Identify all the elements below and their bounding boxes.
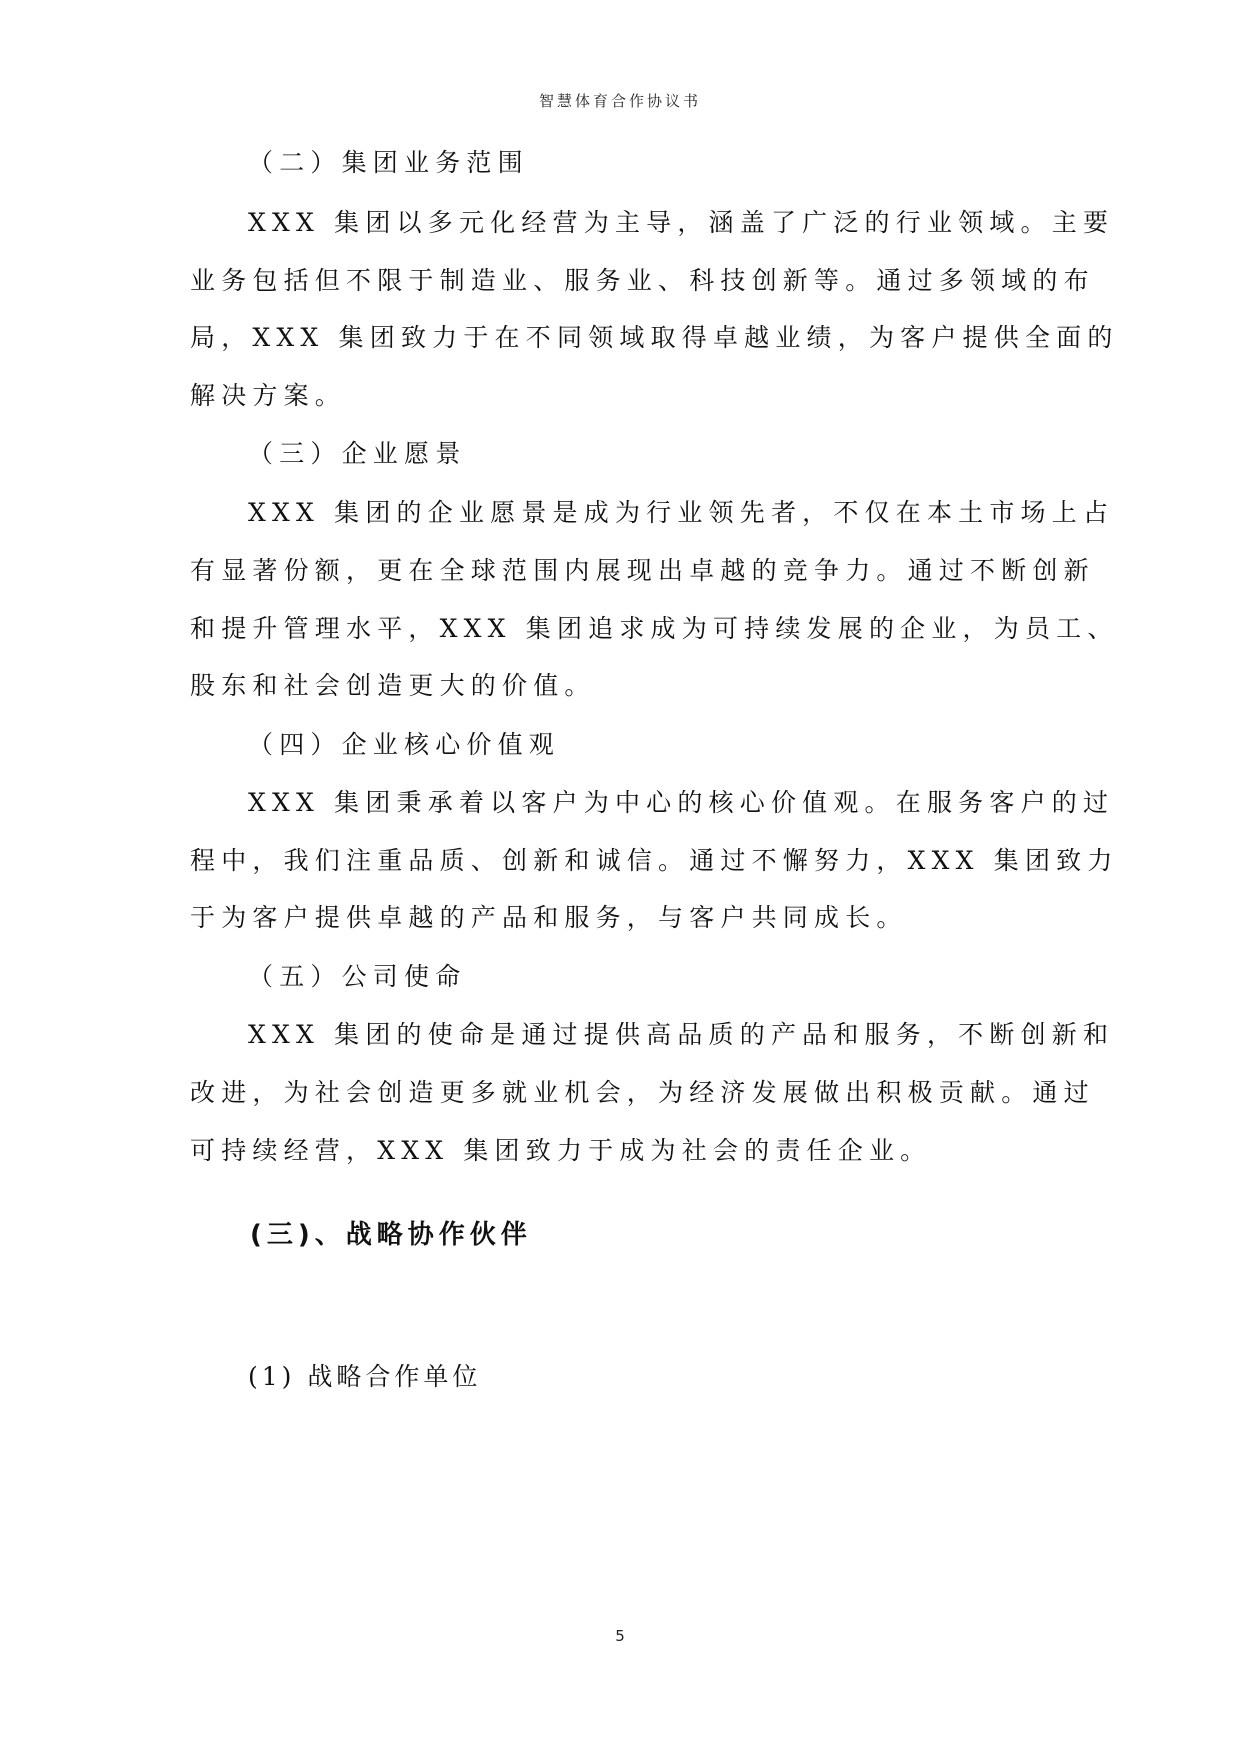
sub-heading: (1) 战略合作单位 [248, 1362, 482, 1391]
section-heading: （五）公司使命 [248, 962, 467, 991]
paragraph-line: XXX 集团以多元化经营为主导，涵盖了广泛的行业领域。主要 [248, 208, 1115, 237]
section-heading: （三）企业愿景 [248, 439, 467, 468]
paragraph-line: 股东和社会创造更大的价值。 [190, 671, 596, 700]
page-number: 5 [615, 1627, 625, 1645]
major-heading: (三)、战略协作伙伴 [250, 1220, 532, 1250]
paragraph-line: 解决方案。 [190, 381, 347, 410]
paragraph-line: 于为客户提供卓越的产品和服务，与客户共同成长。 [190, 903, 908, 932]
section-heading: （四）企业核心价值观 [248, 730, 561, 759]
paragraph-line: 有显著份额，更在全球范围内展现出卓越的竞争力。通过不断创新 [190, 556, 1095, 585]
paragraph-line: 可持续经营，XXX 集团致力于成为社会的责任企业。 [190, 1136, 932, 1165]
paragraph-line: 程中，我们注重品质、创新和诚信。通过不懈努力，XXX 集团致力 [190, 846, 1119, 875]
paragraph-line: XXX 集团秉承着以客户为中心的核心价值观。在服务客户的过 [248, 788, 1115, 817]
paragraph-line: 业务包括但不限于制造业、服务业、科技创新等。通过多领域的布 [190, 266, 1095, 295]
paragraph-line: 改进，为社会创造更多就业机会，为经济发展做出积极贡献。通过 [190, 1078, 1095, 1107]
paragraph-line: 和提升管理水平，XXX 集团追求成为可持续发展的企业，为员工、 [190, 614, 1119, 643]
paragraph-line: XXX 集团的企业愿景是成为行业领先者，不仅在本土市场上占 [248, 498, 1115, 527]
paragraph-line: 局，XXX 集团致力于在不同领域取得卓越业绩，为客户提供全面的 [190, 323, 1119, 352]
paragraph-line: XXX 集团的使命是通过提供高品质的产品和服务，不断创新和 [248, 1020, 1115, 1049]
running-header: 智慧体育合作协议书 [538, 92, 701, 110]
section-heading: （二）集团业务范围 [248, 148, 529, 177]
